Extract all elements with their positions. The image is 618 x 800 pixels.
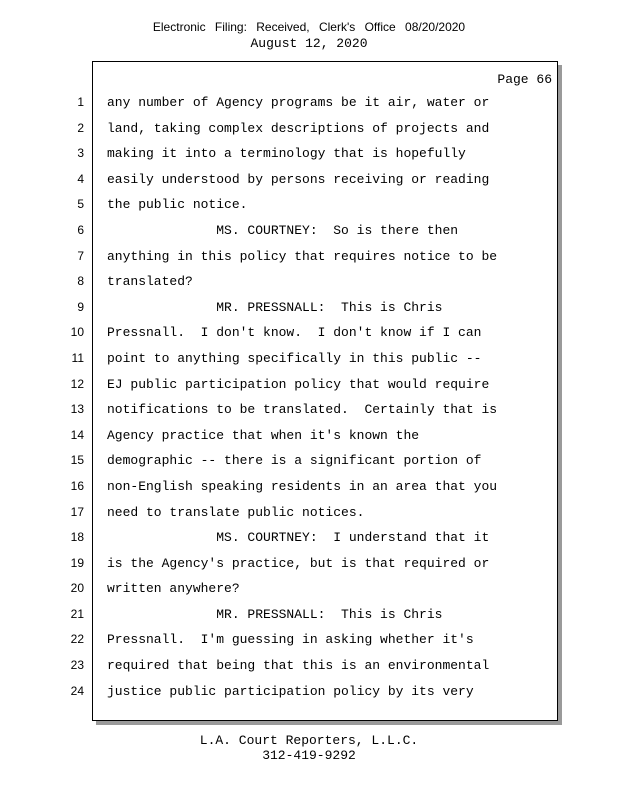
transcript-line: [0, 525, 618, 551]
line-number: 7: [77, 248, 84, 263]
line-text: Agency practice that when it's known the: [107, 427, 420, 443]
transcript-line: [0, 90, 618, 116]
transcript-line: [0, 295, 618, 321]
transcript-line: [0, 474, 618, 500]
reporter-company: L.A. Court Reporters, L.L.C.: [199, 733, 419, 748]
line-text: land, taking complex descriptions of projects and: [107, 120, 490, 136]
reporter-phone: 312-419-9292: [262, 748, 356, 763]
line-text: MR. PRESSNALL: This is Chris: [107, 606, 443, 622]
transcript-line: [0, 320, 618, 346]
transcript-line: [0, 602, 618, 628]
line-number: 14: [70, 427, 84, 442]
line-number: 16: [70, 478, 84, 493]
line-number: 19: [70, 555, 84, 570]
line-number: 20: [70, 581, 84, 596]
line-number: 6: [77, 222, 84, 237]
line-text: anything in this policy that requires notice to be: [107, 248, 498, 264]
line-text: demographic -- there is a significant portion of: [107, 453, 482, 469]
transcript-line: [0, 218, 618, 244]
transcript-line: [0, 372, 618, 398]
transcript-line: [0, 116, 618, 142]
line-number: 2: [77, 120, 84, 135]
line-text: easily understood by persons receiving or reading: [107, 171, 490, 187]
filing-stamp: Electronic Filing: Received, Clerk's Office 08/20/2020: [152, 20, 466, 34]
transcript-line: [0, 551, 618, 577]
line-text: Pressnall. I don't know. I don't know if I can: [107, 325, 482, 341]
line-text: is the Agency's practice, but is that required or: [107, 555, 490, 571]
line-text: translated?: [107, 274, 193, 290]
line-number: 23: [70, 658, 84, 673]
line-number: 11: [71, 350, 84, 365]
line-number: 12: [70, 376, 84, 391]
transcript-line: [0, 141, 618, 167]
line-number: 8: [77, 274, 84, 289]
transcript-lines: [0, 90, 618, 704]
line-number: 9: [77, 299, 84, 314]
transcript-date: August 12, 2020: [250, 36, 368, 51]
footer: [0, 733, 618, 763]
line-number: 1: [77, 95, 84, 109]
line-text: justice public participation policy by its very: [107, 683, 474, 699]
transcript-line: [0, 167, 618, 193]
line-text: notifications to be translated. Certainly that is: [107, 402, 498, 418]
line-text: making it into a terminology that is hopefully: [107, 146, 466, 162]
transcript-line: [0, 269, 618, 295]
line-text: EJ public participation policy that would require: [107, 376, 490, 392]
transcript-line: [0, 448, 618, 474]
line-number: 5: [77, 197, 84, 212]
line-number: 15: [70, 453, 84, 468]
transcript-line: [0, 192, 618, 218]
line-number: 3: [77, 146, 84, 161]
line-text: MR. PRESSNALL: This is Chris: [107, 299, 443, 315]
line-text: point to anything specifically in this public --: [107, 350, 482, 366]
line-text: any number of Agency programs be it air, water or: [107, 95, 490, 110]
line-text: non-English speaking residents in an area that you: [107, 478, 498, 494]
line-number: 21: [70, 606, 84, 621]
line-text: written anywhere?: [107, 581, 240, 597]
line-number: 13: [70, 402, 84, 417]
transcript-line: [0, 653, 618, 679]
line-text: the public notice.: [107, 197, 248, 213]
line-number: 24: [70, 683, 84, 698]
line-number: 18: [70, 530, 84, 545]
transcript-line: [0, 397, 618, 423]
transcript-line: [0, 627, 618, 653]
line-number: 22: [70, 632, 84, 647]
line-text: Pressnall. I'm guessing in asking whether it's: [107, 632, 474, 648]
transcript-line: [0, 500, 618, 526]
line-number: 17: [70, 504, 84, 519]
line-text: MS. COURTNEY: So is there then: [107, 222, 459, 238]
line-number: 4: [77, 171, 84, 186]
transcript-line: [0, 244, 618, 270]
page-number: Page 66: [497, 72, 552, 87]
transcript-line: [0, 576, 618, 602]
line-text: need to translate public notices.: [107, 504, 365, 520]
transcript-line: [0, 423, 618, 449]
line-text: required that being that this is an environmental: [107, 658, 490, 674]
transcript-line: [0, 346, 618, 372]
transcript-line: [0, 679, 618, 705]
line-text: MS. COURTNEY: I understand that it: [107, 530, 490, 546]
line-number: 10: [70, 325, 84, 340]
